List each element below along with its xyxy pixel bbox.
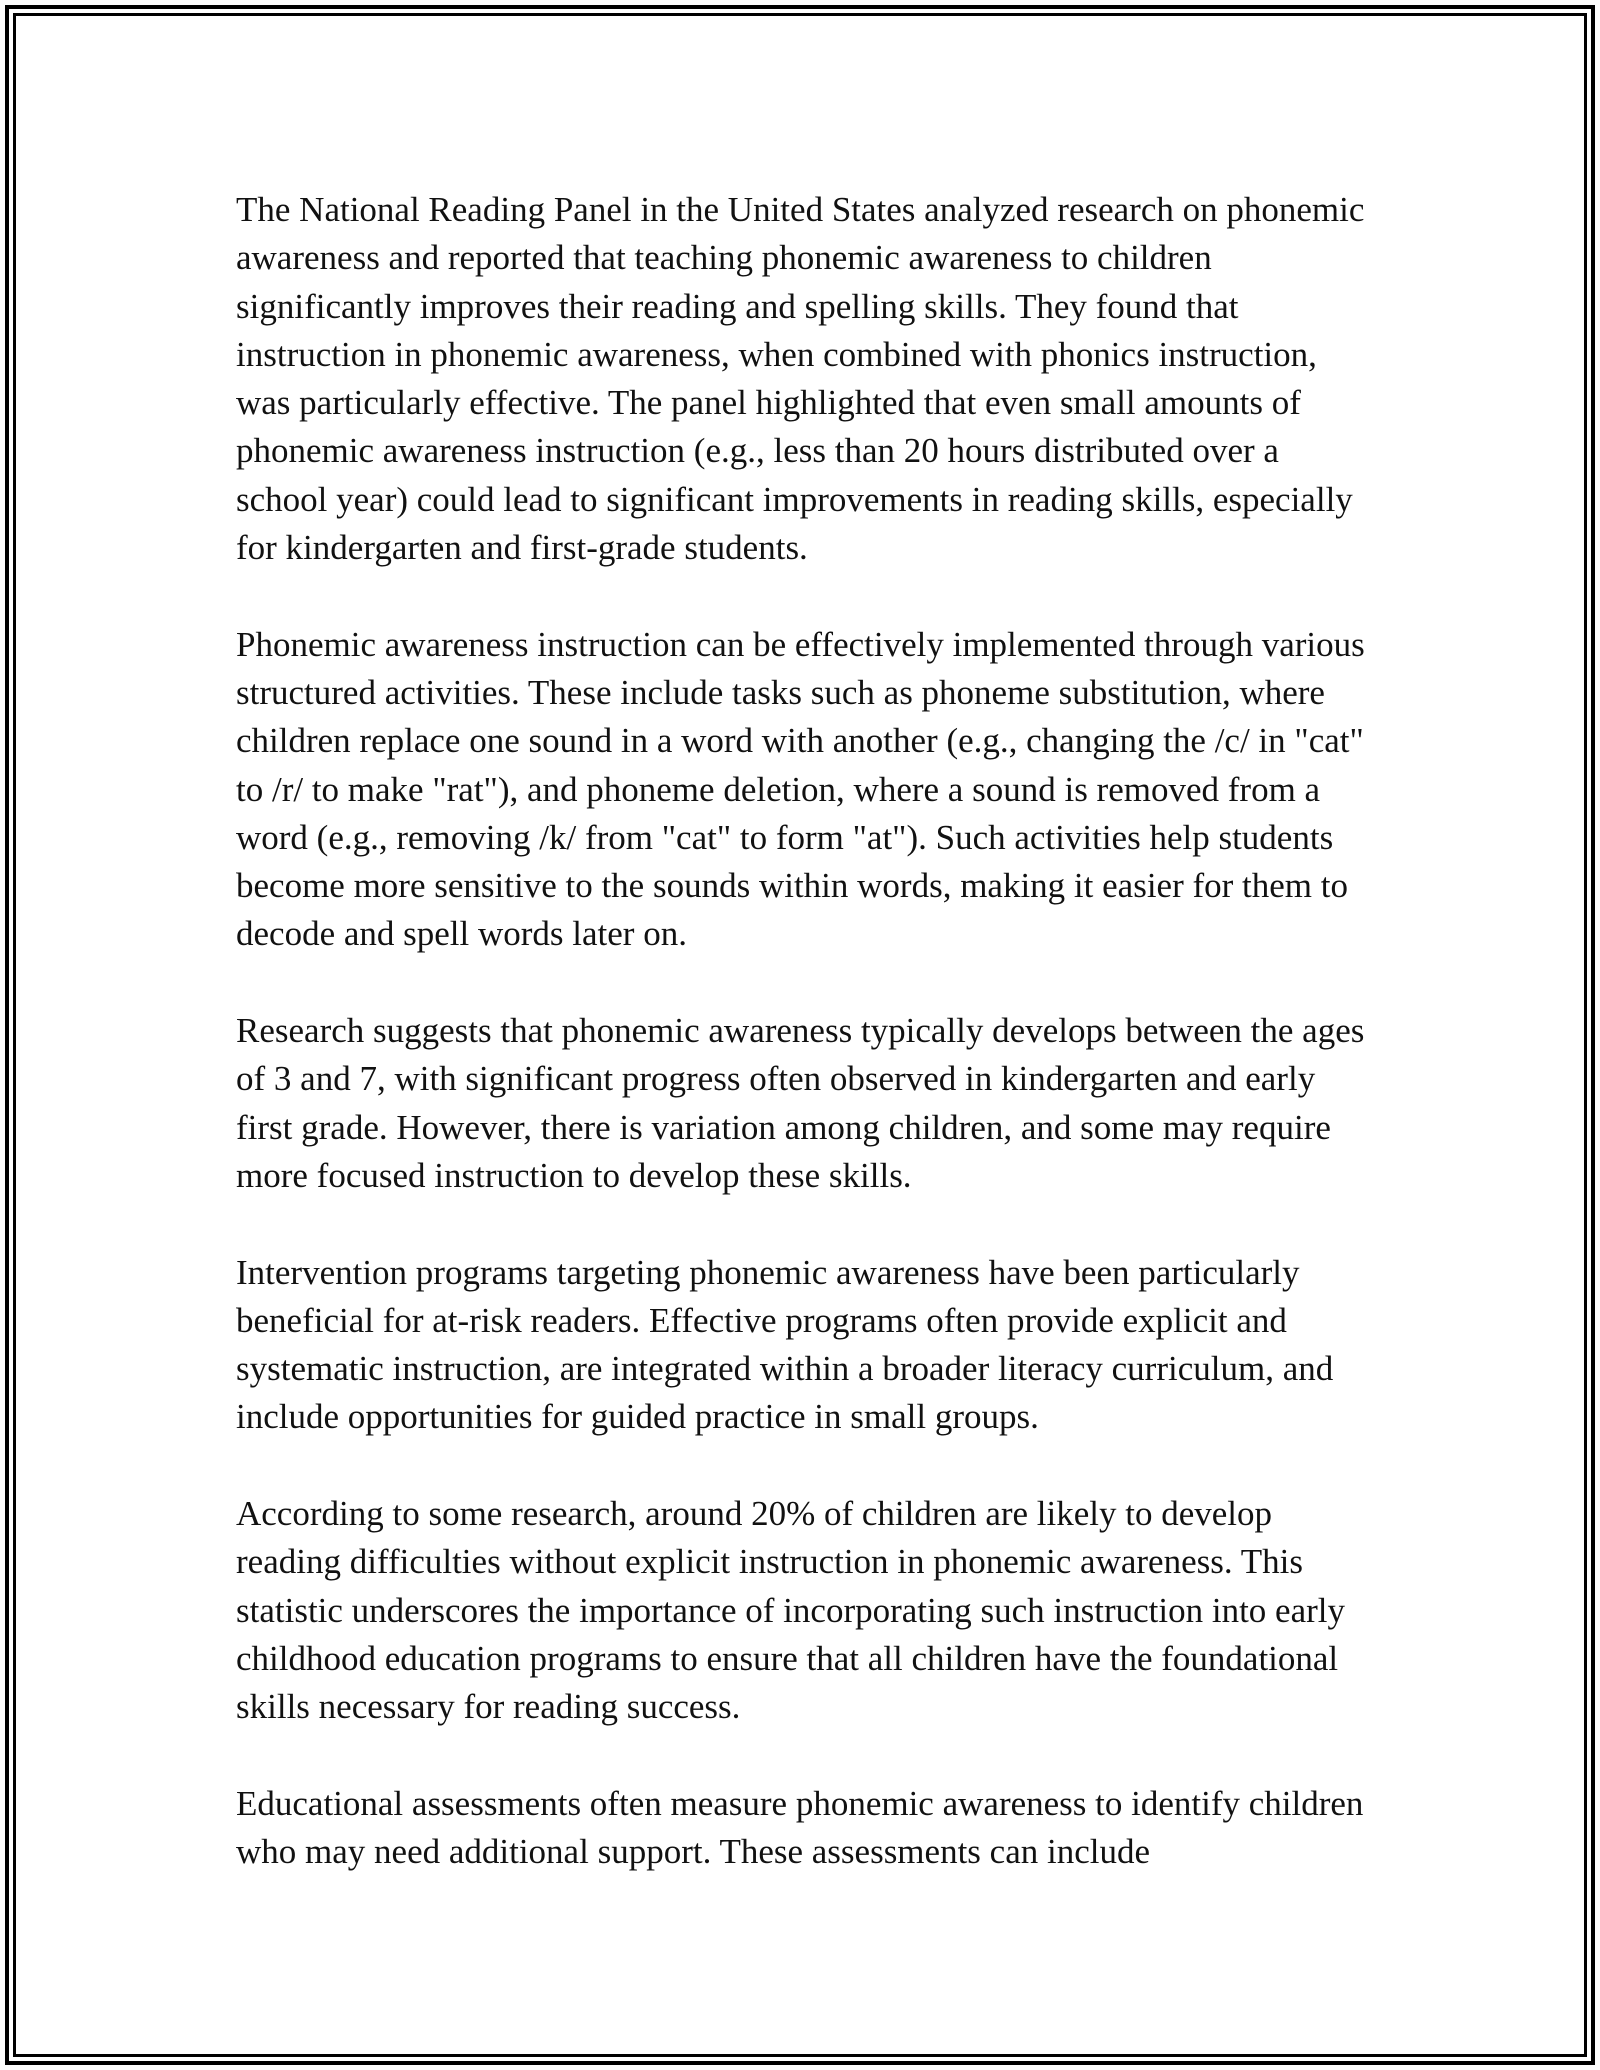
paragraph-national-reading-panel: The National Reading Panel in the United States analyzed research on phonemic awareness and reported that teaching phonemic awareness to children significantly improves their reading and spelling skills. They found that instruction in phonemic awareness, when combined with phonics instruction, was particularly effective. The panel highlighted that even small amounts of phonemic awareness instruction (e.g., less than 20 hours distributed over a school year) could lead to significant improvements in reading skills, especially for kindergarten and first-grade students. [236,190,1365,568]
paragraph-reading-difficulties-statistic: According to some research, around 20% of children are likely to develop reading difficulties without explicit instruction in phonemic awareness. This statistic underscores the importance of incorporating such instruction into early childhood education programs to ensure that all children have the foundational skills necessary for reading success. [236,1494,1345,1727]
paragraph-intervention-programs: Intervention programs targeting phonemic awareness have been particularly beneficial for at-risk readers. Effective programs often provide explicit and systematic instruction, are integrated within a broader literacy curriculum, and include opportunities for guided practice in small groups. [236,1252,1334,1437]
paragraph-development-ages: Research suggests that phonemic awareness typically develops between the ages of 3 and 7, with significant progress often observed in kindergarten and early first grade. However, there is variation among children, and some may require more focused instruction to develop these skills. [236,1011,1365,1195]
document-body [236,186,1376,1925]
paragraph-educational-assessments: Educational assessments often measure phonemic awareness to identify children who may need additional support. These assessments can include [236,1783,1364,1872]
paragraph-instruction-activities: Phonemic awareness instruction can be effectively implemented through various structured activities. These include tasks such as phoneme substitution, where children replace one sound in a word with another (e.g., changing the /c/ in "cat" to /r/ to make "rat"), and phoneme deletion, where a sound is removed from a word (e.g., removing /k/ from "cat" to form "at"). Such activities help students become more sensitive to the sounds within words, making it easier for them to decode and spell words later on. [236,624,1365,954]
